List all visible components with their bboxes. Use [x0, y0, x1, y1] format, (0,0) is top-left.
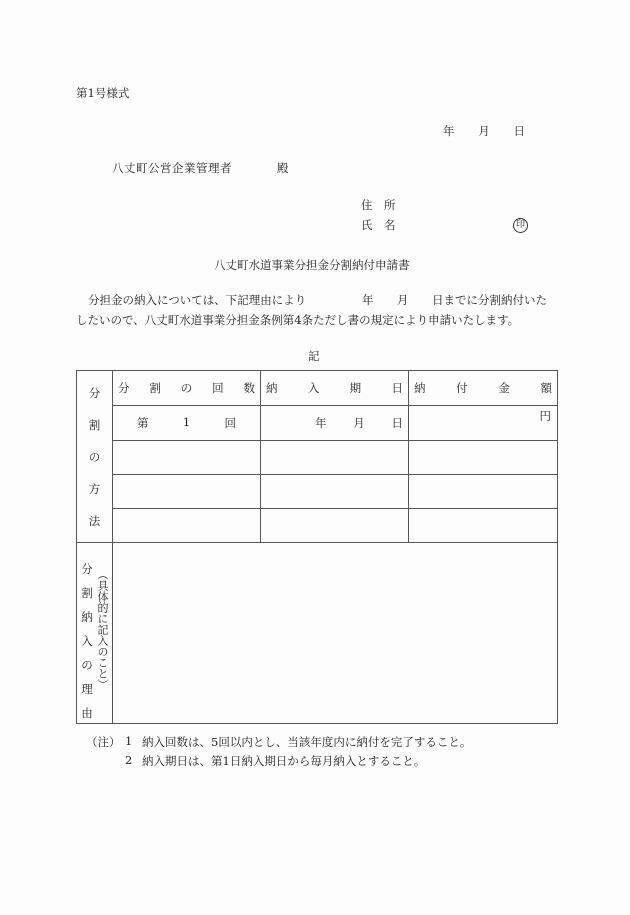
method-label: 分 割 の 方 法 [77, 371, 113, 543]
addressee-name: 八丈町公営企業管理者 [112, 161, 232, 175]
installment-date-cell[interactable] [261, 475, 409, 509]
installment-amount-cell[interactable] [409, 475, 558, 509]
installment-amount-cell[interactable] [409, 509, 558, 543]
note-1-text: 納入回数は、5回以内とし、当該年度内に納付を完了すること。 [142, 735, 472, 749]
installment-count-cell[interactable] [113, 509, 261, 543]
body-line1-start: 分担金の納入については、下記理由により [88, 293, 307, 307]
notes-label: （注） [86, 735, 121, 749]
header-count: 分 割 の 回 数 [113, 371, 261, 406]
body-line2: したいので、八丈町水道事業分担金条例第4条ただし書の規定により申請いたします。 [76, 313, 520, 327]
ki-label: 記 [308, 349, 320, 363]
installment-table [76, 370, 558, 724]
seal-icon: 印 [513, 218, 528, 233]
name-label: 氏 名 [361, 218, 396, 232]
installment-amount-cell[interactable] [409, 441, 558, 475]
date-line [443, 123, 525, 139]
year-label: 年 [443, 124, 455, 138]
form-number: 第1号様式 [76, 86, 130, 100]
installment-count-cell[interactable] [113, 475, 261, 509]
installment-date-cell[interactable] [261, 509, 409, 543]
note-2-text: 納入期日は、第1日納入期日から毎月納入とすること。 [142, 754, 426, 768]
note-2-number: 2 [125, 753, 133, 767]
addressee-honorific: 殿 [277, 161, 289, 175]
body-month: 月 [397, 293, 409, 307]
first-installment-date[interactable]: 年 月 日 [261, 406, 409, 441]
first-installment-count[interactable]: 第 1 回 [113, 406, 261, 441]
header-amount: 納 付 金 額 [409, 371, 558, 406]
installment-date-cell[interactable] [261, 441, 409, 475]
note-1-number: 1 [125, 734, 133, 748]
reason-input[interactable] [113, 543, 558, 724]
day-label: 日 [513, 124, 525, 138]
body-year: 年 [362, 293, 374, 307]
first-installment-amount[interactable] [409, 406, 558, 441]
reason-note: （具体的に記入のこと） [96, 569, 109, 690]
yen-unit: 円 [539, 409, 551, 423]
header-due-date: 納 入 期 日 [261, 371, 409, 406]
month-label: 月 [478, 124, 490, 138]
address-label: 住 所 [361, 198, 396, 212]
reason-label: 分 割 納 入 の 理 由 （具体的に記入のこと） [77, 543, 113, 724]
installment-count-cell[interactable] [113, 441, 261, 475]
body-line1-end: 日までに分割納付いた [432, 293, 547, 307]
document-title: 八丈町水道事業分担金分割納付申請書 [214, 258, 410, 272]
